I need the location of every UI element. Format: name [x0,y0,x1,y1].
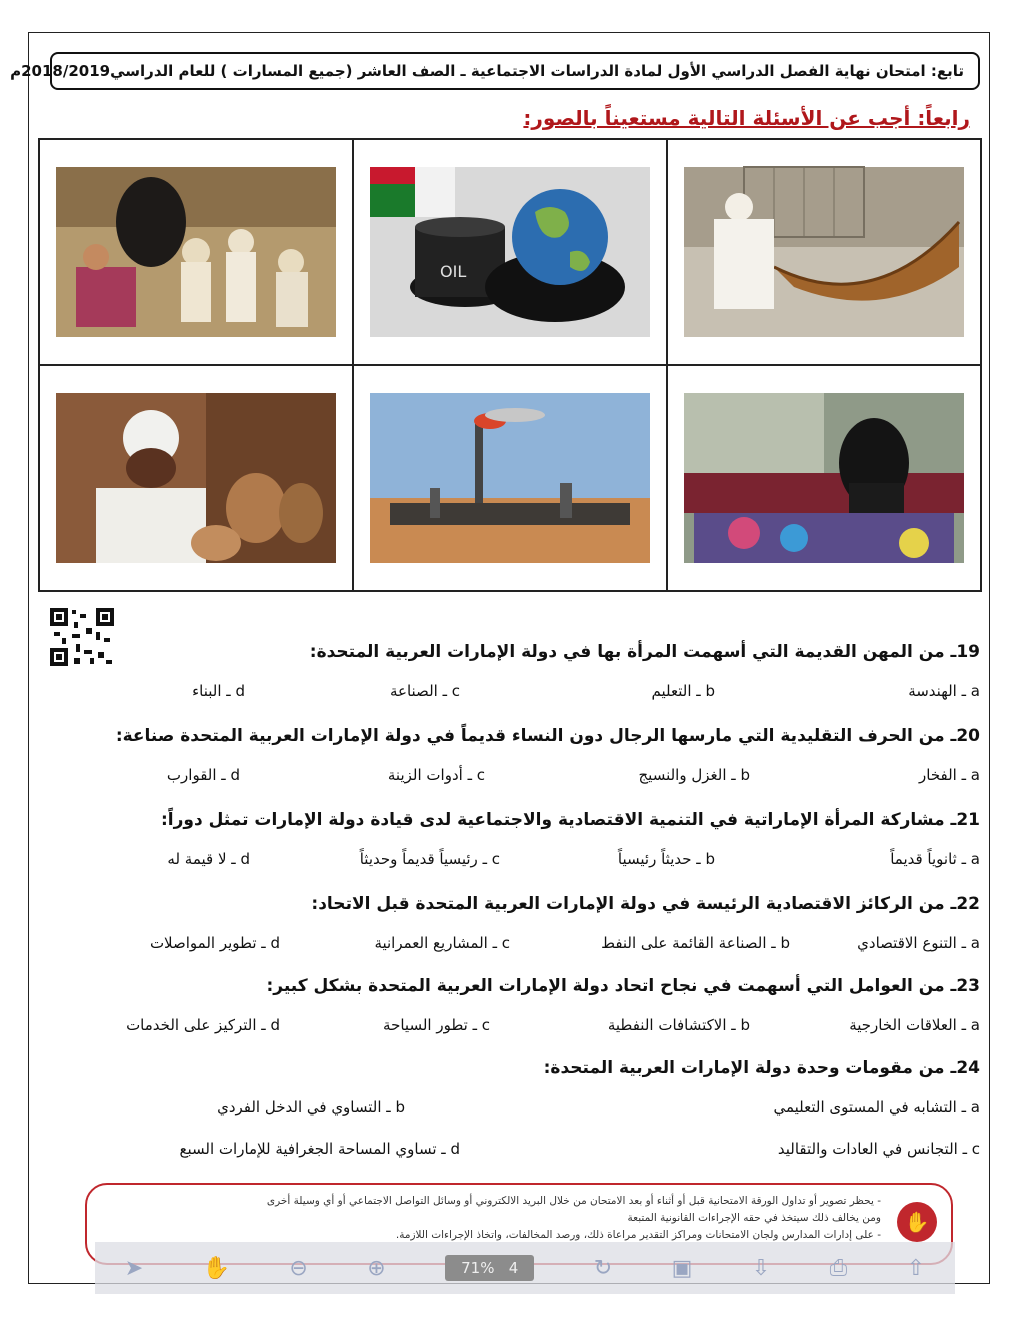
photo-grid [38,138,982,592]
options-19 [40,682,980,708]
hand-tool-icon[interactable]: ✋ [202,1255,230,1281]
options-24-row2 [40,1140,980,1166]
option-c[interactable]: c ـ تطور السياحة [383,1016,490,1034]
options-23 [40,1016,980,1042]
question-23: 23ـ من العوامل التي أسهمت في نجاح اتحاد دولة الإمارات العربية المتحدة بشكل كبير: [266,976,980,996]
viewer-toolbar [95,1242,955,1294]
option-a[interactable]: a ـ الفخار [919,766,980,784]
photo-cell [667,139,981,365]
woman-weaving-photo [684,393,964,563]
options-20 [40,766,980,792]
option-a[interactable]: a ـ التنوع الاقتصادي [857,934,980,952]
option-d[interactable]: d ـ تساوي المساحة الجغرافية للإمارات السبع [179,1140,460,1158]
share-icon[interactable]: ⇧ [906,1255,926,1281]
option-b[interactable]: b ـ الاكتشافات النفطية [607,1016,750,1034]
option-d[interactable]: d ـ لا قيمة له [167,850,250,868]
option-a[interactable]: a ـ العلاقات الخارجية [849,1016,980,1034]
options-22 [40,934,980,960]
qr-code [50,608,114,666]
option-b[interactable]: b ـ حديثاً رئيسياً [617,850,715,868]
option-a[interactable]: a ـ ثانوياً قديماً [890,850,980,868]
option-c[interactable]: c ـ أدوات الزينة [387,766,485,784]
option-b[interactable]: b ـ التساوي في الدخل الفردي [217,1098,405,1116]
question-19: 19ـ من المهن القديمة التي أسهمت المرأة بها في دولة الإمارات العربية المتحدة: [309,642,980,662]
oil-globe-photo [370,167,650,337]
photo-cell [353,139,667,365]
option-c[interactable]: c ـ الصناعة [389,682,460,700]
option-d[interactable]: d ـ القوارب [166,766,240,784]
print-icon[interactable]: ⎙ [829,1255,848,1281]
question-21: 21ـ مشاركة المرأة الإماراتية في التنمية الاقتصادية والاجتماعية لدى قيادة دولة الإمارات تمثل دوراً: [160,810,980,830]
options-21 [40,850,980,876]
option-c[interactable]: c ـ التجانس في العادات والتقاليد [777,1140,980,1158]
photo-cell [667,365,981,591]
option-d[interactable]: d ـ تطوير المواصلات [149,934,280,952]
option-c[interactable]: c ـ المشاريع العمرانية [374,934,510,952]
warning-line-1: - يحظر تصوير أو تداول الورقة الامتحانية قبل أو أثناء أو بعد الامتحان من خلال البريد الالكتروني أو وسائل التواصل الاجتماعي أو أي وسيلة أخرى [266,1195,881,1207]
oil-label: OIL [440,262,467,281]
potter-photo [56,393,336,563]
zoom-out-icon[interactable]: ⊖ [289,1255,308,1281]
option-b[interactable]: b ـ الصناعة القائمة على النفط [601,934,790,952]
warning-line-3: - على إدارات المدارس ولجان الامتحانات ومراكز التقدير مراعاة ذلك، ورصد المخالفات، واتخاذ الإجراءات اللازمة. [395,1229,881,1241]
photo-cell [39,365,353,591]
question-22: 22ـ من الركائز الاقتصادية الرئيسة في دولة الإمارات العربية المتحدة قبل الاتحاد: [311,894,980,914]
options-24-row1 [40,1098,980,1124]
page-number: 4 [508,1259,519,1277]
photo-cell [353,365,667,591]
exam-header [10,52,980,90]
exam-header-title: تابع: امتحان نهاية الفصل الدراسي الأول لمادة الدراسات الاجتماعية ـ الصف العاشر (جميع المسارات ) للعام الدراسي2018/2019م [10,62,964,80]
question-24: 24ـ من مقومات وحدة دولة الإمارات العربية المتحدة: [543,1058,980,1078]
option-a[interactable]: a ـ التشابه في المستوى التعليمي [773,1098,980,1116]
no-camera-icon: ✋ [897,1202,937,1242]
fit-page-icon[interactable]: ▣ [671,1255,693,1281]
warning-line-2: ومن يخالف ذلك سيتخذ في حقه الإجراءات القانونية المتبعة [627,1212,881,1224]
woman-teaching-children-photo [56,167,336,337]
download-icon[interactable]: ⇩ [751,1255,771,1281]
photo-cell [39,139,353,365]
zoom-level[interactable]: 71% 4 [445,1255,534,1281]
pointer-icon[interactable]: ➤ [124,1255,144,1281]
rotate-icon[interactable]: ↻ [593,1255,613,1281]
option-d[interactable]: d ـ البناء [192,682,245,700]
question-20: 20ـ من الحرف التقليدية التي مارسها الرجال دون النساء قديماً في دولة الإمارات العربية المتحدة صناعة: [115,726,980,746]
option-a[interactable]: a ـ الهندسة [908,682,980,700]
option-b[interactable]: b ـ الغزل والنسيج [638,766,750,784]
option-c[interactable]: c ـ رئيسياً قديماً وحديثاً [359,850,500,868]
option-b[interactable]: b ـ التعليم [651,682,715,700]
zoom-in-icon[interactable]: ⊕ [367,1255,386,1281]
oil-field-photo [370,393,650,563]
section-title: رابعاً: أجب عن الأسئلة التالية مستعيناً بالصور: [523,106,970,130]
option-d[interactable]: d ـ التركيز على الخدمات [126,1016,280,1034]
boat-builder-photo [684,167,964,337]
